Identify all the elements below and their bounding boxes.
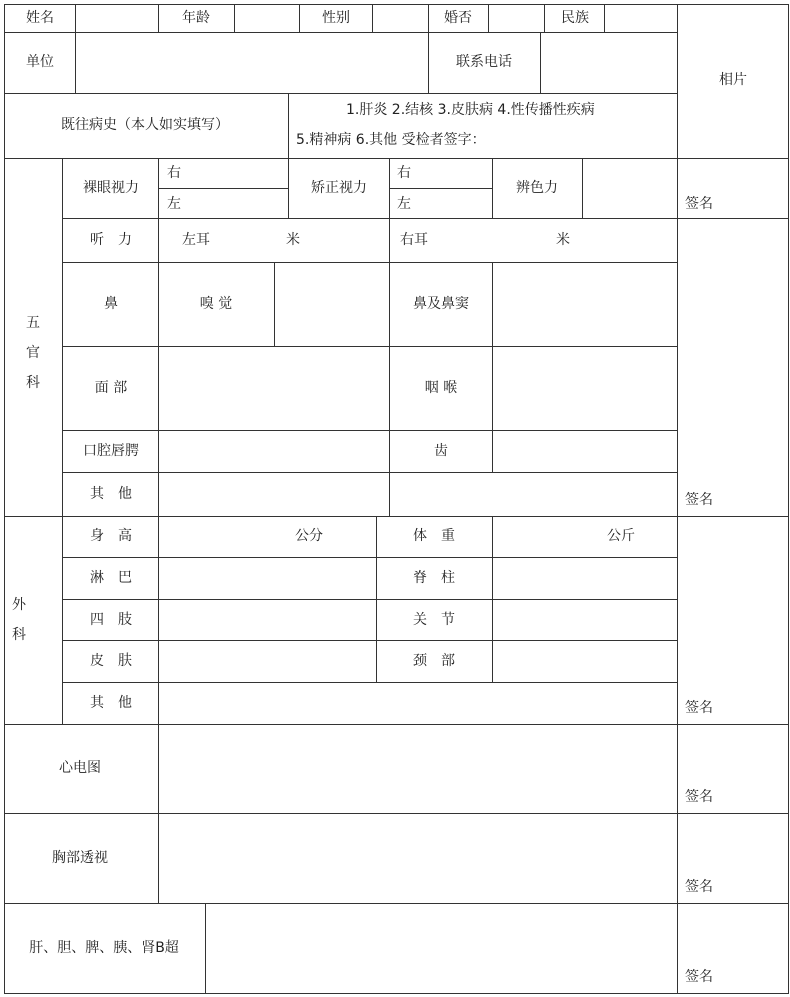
height-unit: 公分 [295,528,323,544]
grid-line [62,218,788,219]
naked-vision-label: 裸眼视力 [83,180,139,196]
naked-vision-right-label: 右 [167,165,181,181]
surgery-other-label: 其 他 [90,695,132,711]
grid-line [677,4,678,994]
grid-line [389,188,492,189]
weight-label: 体 重 [413,528,455,544]
left-ear-unit: 米 [286,232,300,248]
grid-line [75,4,76,93]
grid-line [158,188,288,189]
history-label: 既往病史（本人如实填写） [61,117,229,133]
right-ear-unit: 米 [556,232,570,248]
signature-label-ultrasound: 签名 [685,969,713,985]
grid-line [4,516,788,517]
grid-line [62,599,677,600]
history-options-line2: 5.精神病 6.其他 受检者签字： [296,132,486,148]
grid-line [376,516,377,682]
grid-line [389,158,390,516]
grid-line [4,93,677,94]
grid-line [234,4,235,32]
grid-line [62,557,677,558]
age-label: 年龄 [182,10,210,26]
color-vision-label: 辨色力 [516,180,558,196]
grid-line [428,4,429,93]
grid-line [544,4,545,32]
grid-line [62,158,63,724]
xray-label: 胸部透视 [52,850,108,866]
grid-line [158,158,159,903]
grid-line [492,158,493,218]
grid-line [62,472,677,473]
grid-line [488,4,489,32]
grid-line [4,4,5,994]
grid-line [788,4,789,994]
name-label: 姓名 [26,10,54,26]
spine-label: 脊 柱 [413,570,455,586]
naked-vision-left-label: 左 [167,196,181,212]
left-ear-label: 左耳 [182,232,210,248]
corrected-vision-right-label: 右 [397,165,411,181]
photo-label: 相片 [719,72,747,88]
grid-line [274,262,275,346]
skin-label: 皮 肤 [90,653,132,669]
phone-label: 联系电话 [456,54,512,70]
smell-label: 嗅 觉 [199,296,233,312]
hearing-label: 听 力 [90,232,132,248]
unit-label: 单位 [26,54,54,70]
grid-line [62,346,677,347]
gender-label: 性别 [322,10,350,26]
limbs-label: 四 肢 [90,612,132,628]
grid-line [4,158,788,159]
grid-line [62,262,677,263]
grid-line [4,32,677,33]
nose-sinus-label: 鼻及鼻窦 [413,296,469,312]
ecg-label: 心电图 [59,760,101,776]
joints-label: 关 节 [413,612,455,628]
surgery-section-label: 外 科 [12,597,26,643]
grid-line [288,93,289,218]
corrected-vision-label: 矫正视力 [311,180,367,196]
grid-line [4,813,788,814]
weight-unit: 公斤 [607,528,635,544]
signature-label-vision: 签名 [685,196,713,212]
grid-line [62,430,677,431]
history-options-line1: 1.肝炎 2.结核 3.皮肤病 4.性传播性疾病 [346,102,595,118]
grid-line [205,903,206,993]
throat-label: 咽 喉 [424,380,458,396]
signature-label-surgery: 签名 [685,700,713,716]
neck-label: 颈 部 [413,653,455,669]
signature-label-xray: 签名 [685,879,713,895]
grid-line [62,682,677,683]
ultrasound-label: 肝、胆、脾、胰、肾B超 [29,940,179,956]
teeth-label: 齿 [434,443,448,459]
grid-line [540,32,541,93]
grid-line [158,4,159,32]
grid-line [4,4,788,5]
ent-section-label: 五 官 科 [26,315,40,391]
face-label: 面 部 [94,380,128,396]
nose-label: 鼻 [104,296,118,312]
signature-label-ent: 签名 [685,492,713,508]
ethnicity-label: 民族 [561,10,589,26]
lymph-label: 淋 巴 [90,570,132,586]
grid-line [492,262,493,472]
grid-line [4,724,788,725]
grid-line [372,4,373,32]
grid-line [299,4,300,32]
grid-line [4,993,788,994]
grid-line [492,516,493,682]
height-label: 身 高 [90,528,132,544]
ent-other-label: 其 他 [90,486,132,502]
signature-label-ecg: 签名 [685,789,713,805]
oral-label: 口腔唇腭 [83,443,139,459]
grid-line [4,903,788,904]
corrected-vision-left-label: 左 [397,196,411,212]
grid-line [604,4,605,32]
grid-line [582,158,583,218]
grid-line [62,640,677,641]
right-ear-label: 右耳 [400,232,428,248]
marital-label: 婚否 [444,10,472,26]
